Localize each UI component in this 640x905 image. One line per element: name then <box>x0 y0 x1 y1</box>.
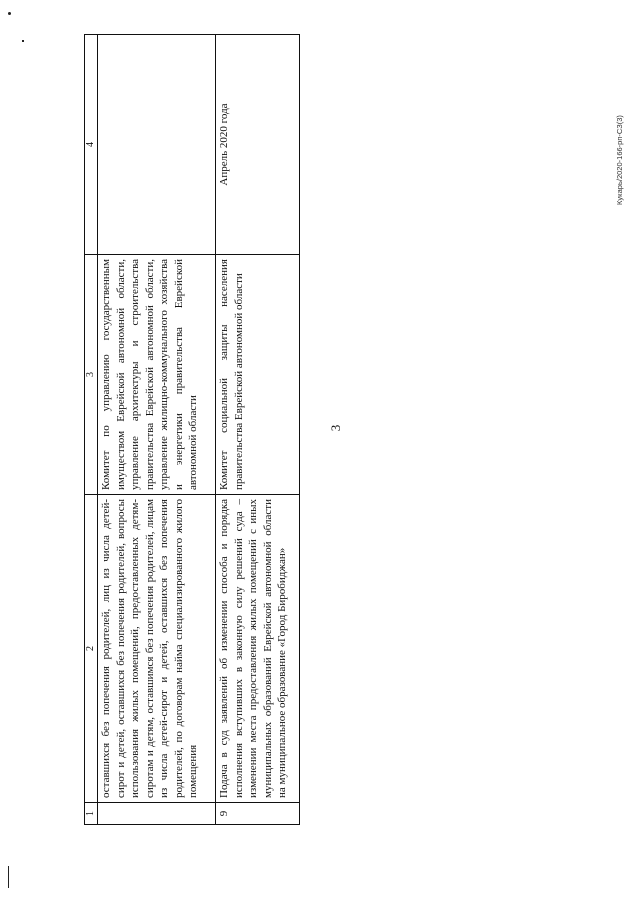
deadline-cell <box>98 35 216 255</box>
table-row <box>98 35 216 825</box>
page-number: 3 <box>328 424 343 432</box>
table-row <box>216 35 300 825</box>
action-cell: оставшихся без попечения родителей, лиц из числа детей-сирот и детей, оставшихся без попечения родителей, вопросы использования жилых помещений, предоставленных детям-сиротам и детям, оставшимся без попечения родителей, лицам из числа детей-сирот и детей, оставшихся без попечения родителей, по договорам найма специализированного жилого помещения <box>98 495 216 803</box>
column-header-action: 2 <box>85 495 98 803</box>
row-number: 9 <box>216 803 300 825</box>
action-plan-table <box>84 34 300 825</box>
deadline-cell: Апрель 2020 года <box>216 35 300 255</box>
scan-mark-top <box>8 12 11 15</box>
scan-mark-left <box>22 40 24 42</box>
document-code: Кукарь/2020-166-рп-СЗ(3) <box>615 115 624 205</box>
column-header-number: 1 <box>85 803 98 825</box>
rotated-table-container <box>84 35 324 825</box>
column-header-executor: 3 <box>85 255 98 495</box>
row-number <box>98 803 216 825</box>
header-row <box>85 35 98 825</box>
scan-mark-bottom <box>8 866 9 888</box>
executor-cell: Комитет по управлению государственным имуществом Еврейской автономной области, управление архитектуры и строительства правительства Еврейской автономной области, управление жилищно-коммунального хозяйства и энергетики правительства Еврейской автономной области <box>98 255 216 495</box>
executor-cell: Комитет социальной защиты населения правительства Еврейской автономной области <box>216 255 300 495</box>
column-header-deadline: 4 <box>85 35 98 255</box>
action-cell: Подача в суд заявлений об изменении способа и порядка исполнения вступивших в законную силу решений суда – изменении места предоставления жилых помещений с иных муниципальных образований Еврейской автономной области на муниципальное образование «Город Биробиджан» <box>216 495 300 803</box>
